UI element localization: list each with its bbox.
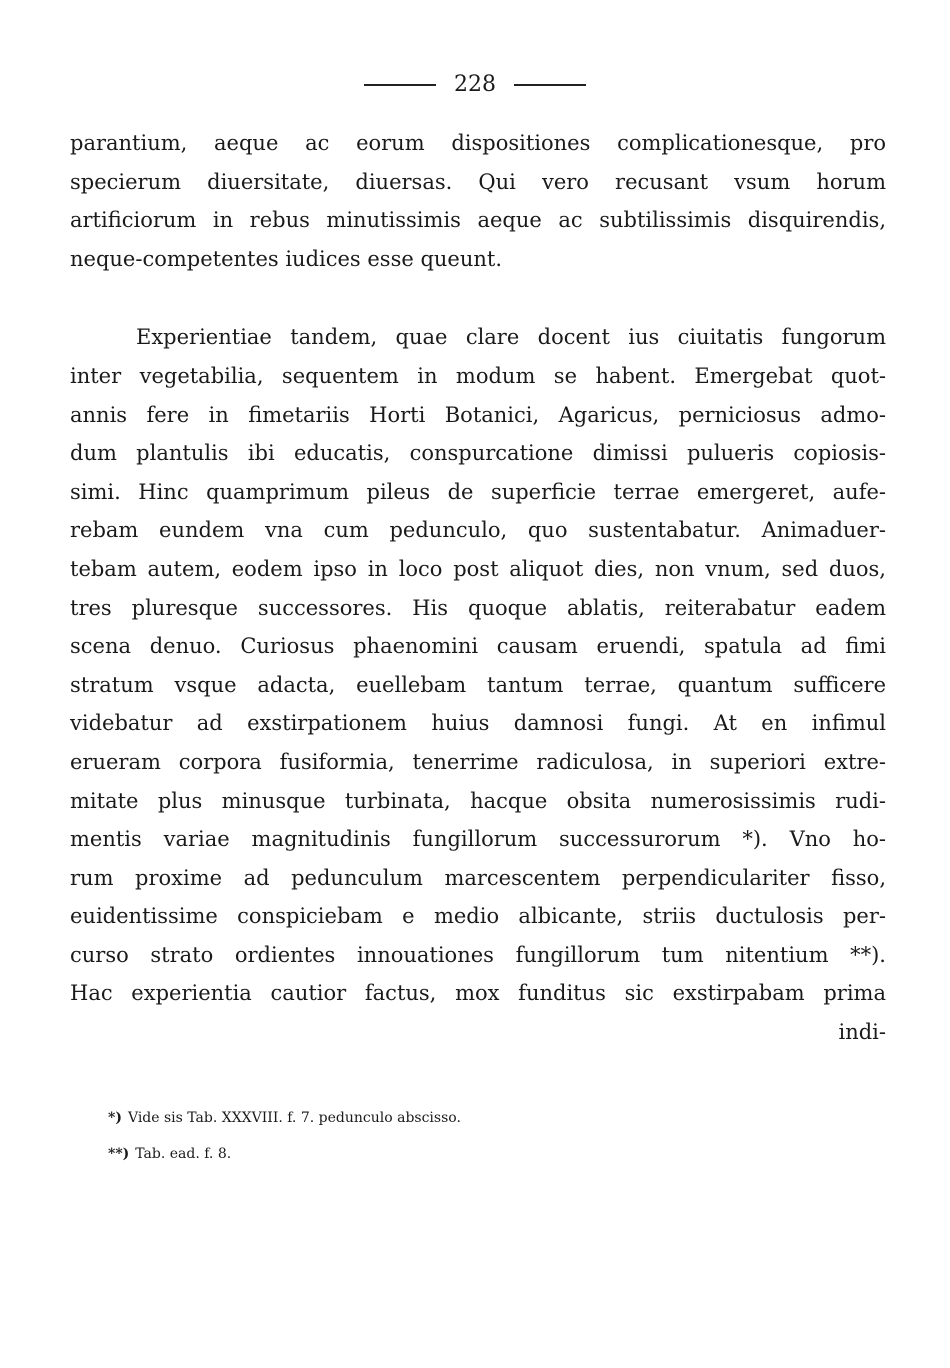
paragraph-2	[70, 318, 886, 1051]
text-line: rebam eundem vna cum pedunculo, quo sustentabatur. Animaduer-	[70, 518, 886, 543]
footnote-text: Tab. ead. f. 8.	[135, 1146, 232, 1162]
text-line: mentis variae magnitudinis fungillorum successurorum *). Vno ho-	[70, 827, 886, 852]
text-line: Experientiae tandem, quae clare docent ius ciuitatis fungorum	[136, 325, 886, 350]
text-line: specierum diuersitate, diuersas. Qui vero recusant vsum horum	[70, 169, 886, 194]
text-line: curso strato ordientes innouationes fungillorum tum nitentium **).	[70, 942, 886, 967]
footnote-mark: *)	[108, 1110, 122, 1126]
text-line: scena denuo. Curiosus phaenomini causam eruendi, spatula ad fimi	[70, 634, 886, 659]
text-line: tres pluresque successores. His quoque ablatis, reiterabatur eadem	[70, 595, 886, 620]
footnote-text: Vide sis Tab. XXXVIII. f. 7. pedunculo abscisso.	[127, 1110, 461, 1126]
footnote-mark: **)	[108, 1146, 130, 1162]
paragraph-1	[70, 124, 886, 278]
footnotes	[108, 1100, 461, 1172]
header-rule-right	[514, 84, 586, 86]
header-rule-left	[364, 84, 436, 86]
page-header	[0, 72, 950, 97]
text-line: tebam autem, eodem ipso in loco post aliquot dies, non vnum, sed duos,	[70, 556, 886, 581]
text-line: simi. Hinc quamprimum pileus de superficie terrae emergeret, aufe-	[70, 479, 886, 504]
page-number: 228	[454, 72, 496, 97]
text-line: mitate plus minusque turbinata, hacque obsita numerosissimis rudi-	[70, 788, 886, 813]
main-text	[70, 124, 886, 1052]
text-line: inter vegetabilia, sequentem in modum se habent. Emergebat quot-	[70, 363, 886, 388]
text-line: euidentissime conspiciebam e medio albicante, striis ductulosis per-	[70, 904, 886, 929]
text-line: artificiorum in rebus minutissimis aeque ac subtilissimis disquirendis,	[70, 208, 886, 233]
text-line: parantium, aeque ac eorum dispositiones complicationesque, pro	[70, 131, 886, 155]
footnote	[108, 1136, 461, 1172]
text-line: Hac experientia cautior factus, mox funditus sic exstirpabam prima	[70, 981, 886, 1006]
text-line: dum plantulis ibi educatis, conspurcatione dimissi pulueris copiosis-	[70, 441, 886, 466]
paragraph-gap	[70, 278, 886, 318]
text-line: stratum vsque adacta, euellebam tantum terrae, quantum sufficere	[70, 672, 886, 697]
text-line: annis fere in fimetariis Horti Botanici, Agaricus, perniciosus admo-	[70, 402, 886, 427]
footnote	[108, 1100, 461, 1136]
text-line: neque-competentes iudices esse queunt.	[70, 246, 503, 271]
catchword: indi-	[838, 1020, 886, 1045]
text-line: erueram corpora fusiformia, tenerrime radiculosa, in superiori extre-	[70, 749, 886, 774]
text-line: rum proxime ad pedunculum marcescentem perpendiculariter fisso,	[70, 865, 886, 890]
text-line: videbatur ad exstirpationem huius damnosi fungi. At en infimul	[70, 711, 886, 736]
